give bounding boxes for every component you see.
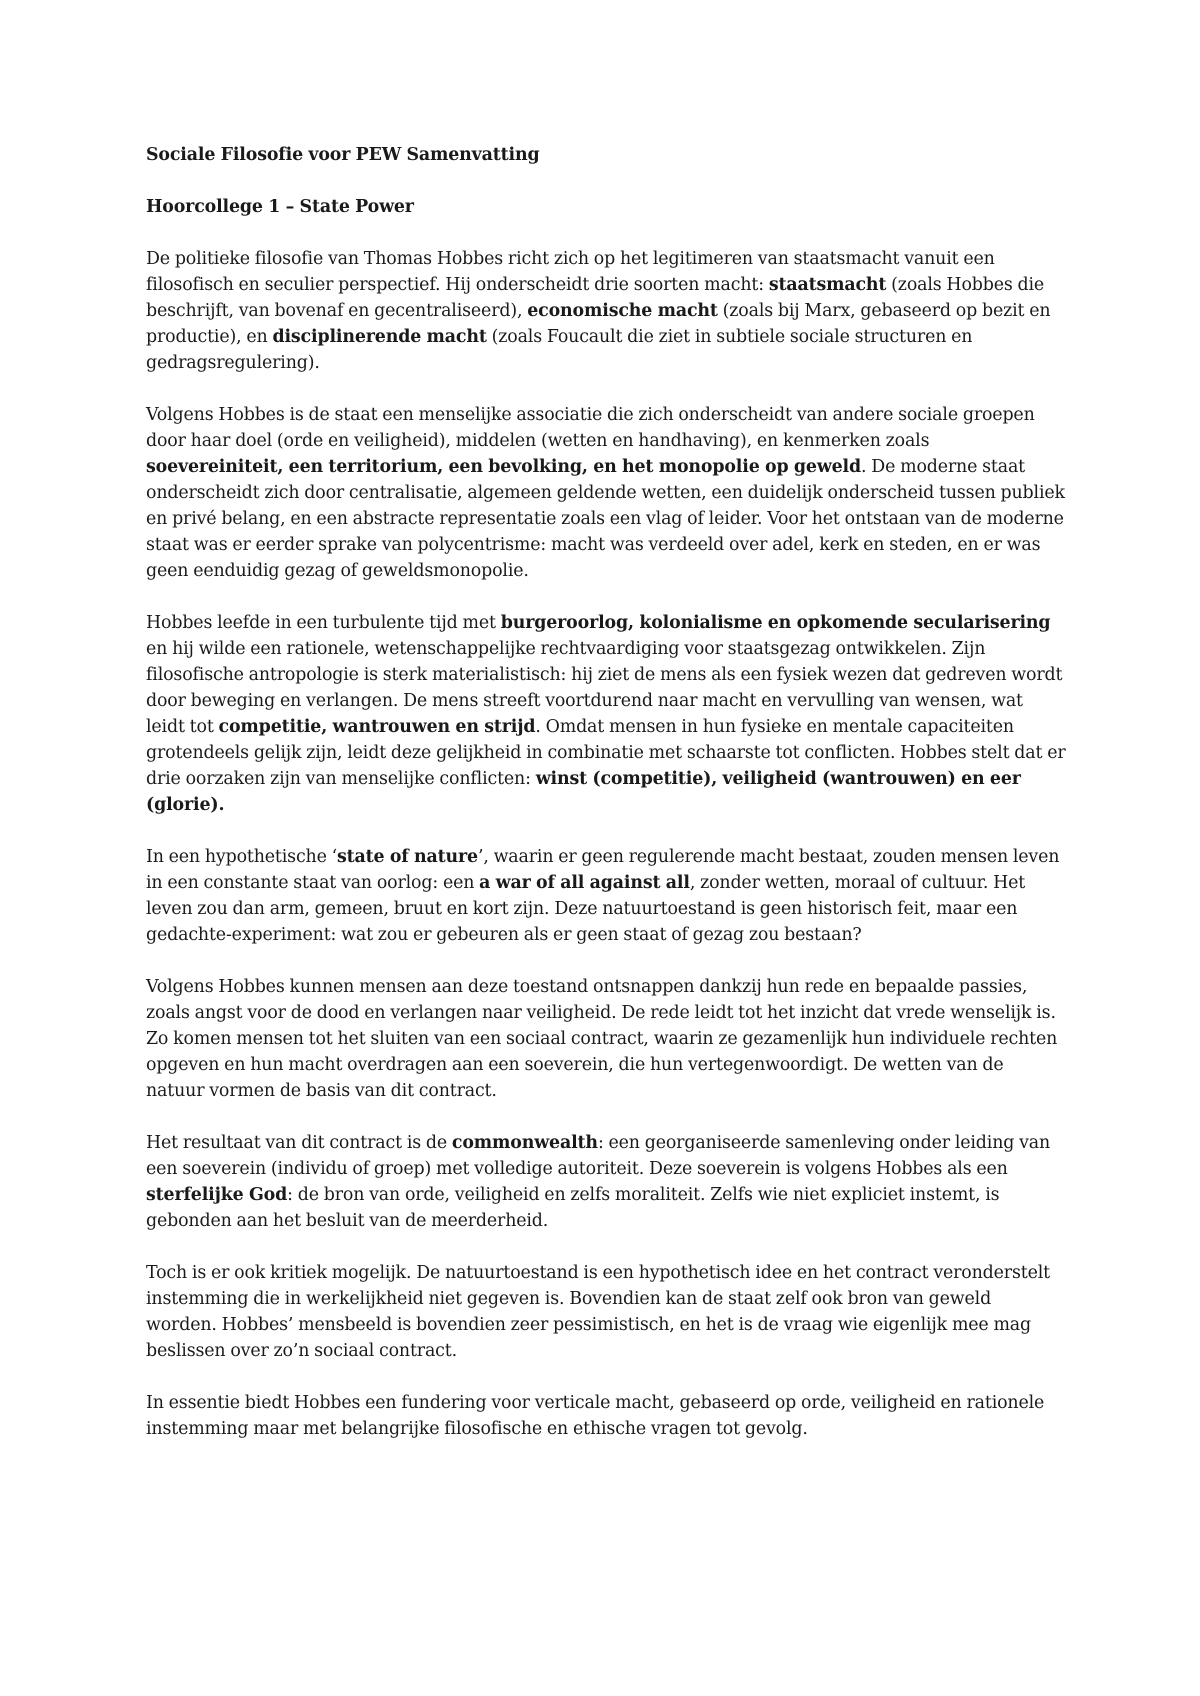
bold-term: soevereiniteit, een territorium, een bevolking, en het monopolie op geweld [146,457,862,477]
text-run: . Omdat mensen in hun fysieke en mentale capaciteiten grotendeels gelijk zijn, leidt deze gelijkheid in combinatie met schaarste tot conflicten. Hobbes stelt dat er drie oorzaken zijn van menselijke conflicten: [146,717,1066,789]
bold-term: competitie, wantrouwen en strijd [218,717,536,737]
paragraph [146,610,1066,818]
paragraph [146,844,1066,948]
text-run: : de bron van orde, veiligheid en zelfs moraliteit. Zelfs wie niet expliciet instemt, is gebonden aan het besluit van de meerderheid. [146,1185,1000,1231]
paragraph-list [146,246,1066,1442]
bold-term: economische macht [527,301,718,321]
text-run: Hobbes leefde in een turbulente tijd met [146,613,501,633]
paragraph [146,1130,1066,1234]
bold-term: commonwealth [451,1133,598,1153]
text-run: Volgens Hobbes kunnen mensen aan deze toestand ontsnappen dankzij hun rede en bepaalde passies, zoals angst voor de dood en verlangen naar veiligheid. De rede leidt tot het inzicht dat vrede wenselijk is. Zo komen mensen tot het sluiten van een sociaal contract, waarin ze gezamenlijk hun individuele rechten opgeven en hun macht overdragen aan een soeverein, die hun vertegenwoordigt. De wetten van de natuur vormen de basis van dit contract. [146,977,1058,1101]
bold-term: sterfelijke God [146,1185,288,1205]
text-run: In essentie biedt Hobbes een fundering voor verticale macht, gebaseerd op orde, veiligheid en rationele instemming maar met belangrijke filosofische en ethische vragen tot gevolg. [146,1393,1045,1439]
bold-term: staatsmacht [768,275,887,295]
document-body [146,142,1066,1468]
text-run: en hij wilde een rationele, wetenschappelijke rechtvaardiging voor staatsgezag ontwikkelen. Zijn filosofische antropologie is sterk materialistisch: hij ziet de mens als een fysiek wezen dat gedreven wordt door beweging en verlangen. De mens streeft voortdurend naar macht en vervulling van wensen, wat leidt tot [146,639,1063,737]
text-run: (zoals Foucault die ziet in subtiele sociale structuren en gedragsregulering). [146,327,973,373]
paragraph [146,402,1066,584]
bold-term: state of nature [336,847,478,867]
lecture-heading: Hoorcollege 1 – State Power [146,197,414,217]
document-title: Sociale Filosofie voor PEW Samenvatting [146,145,540,165]
bold-term: disciplinerende macht [272,327,487,347]
text-run: Volgens Hobbes is de staat een menselijke associatie die zich onderscheidt van andere sociale groepen door haar doel (orde en veiligheid), middelen (wetten en handhaving), en kenmerken zoals [146,405,1035,451]
paragraph [146,246,1066,376]
text-run: Toch is er ook kritiek mogelijk. De natuurtoestand is een hypothetisch idee en het contract veronderstelt instemming die in werkelijkheid niet gegeven is. Bovendien kan de staat zelf ook bron van geweld worden. Hobbes’ mensbeeld is bovendien zeer pessimistisch, en het is de vraag wie eigenlijk mee mag beslissen over zo’n sociaal contract. [146,1263,1050,1361]
paragraph [146,1390,1066,1442]
text-run: In een hypothetische ‘ [146,847,337,867]
bold-term: a war of all against all [479,873,690,893]
text-run: De politieke filosofie van Thomas Hobbes richt zich op het legitimeren van staatsmacht vanuit een filosofisch en seculier perspectief. Hij onderscheidt drie soorten macht: [146,249,995,295]
text-run: Het resultaat van dit contract is de [146,1133,452,1153]
paragraph [146,974,1066,1104]
text-run: , zonder wetten, moraal of cultuur. Het leven zou dan arm, gemeen, bruut en kort zijn. Deze natuurtoestand is geen historisch feit, maar een gedachte-experiment: wat zou er gebeuren als er geen staat of gezag zou bestaan? [146,873,1026,945]
paragraph [146,1260,1066,1364]
text-run: ’, waarin er geen regulerende macht bestaat, zouden mensen leven in een constante staat van oorlog: een [146,847,1060,893]
text-run: . De moderne staat onderscheidt zich door centralisatie, algemeen geldende wetten, een duidelijk onderscheid tussen publiek en privé belang, en een abstracte representatie zoals een vlag of leider. Voor het ontstaan van de moderne staat was er eerder sprake van polycentrisme: macht was verdeeld over adel, kerk en steden, en er was geen eenduidig gezag of geweldsmonopolie. [146,457,1065,581]
text-run: : een georganiseerde samenleving onder leiding van een soeverein (individu of groep) met volledige autoriteit. Deze soeverein is volgens Hobbes als een [146,1133,1051,1179]
bold-term: burgeroorlog, kolonialisme en opkomende secularisering [500,613,1051,633]
bold-term: winst (competitie), veiligheid (wantrouwen) en eer (glorie). [146,769,1021,815]
text-run: (zoals bij Marx, gebaseerd op bezit en productie), en [146,301,1051,347]
text-run: (zoals Hobbes die beschrijft, van bovenaf en gecentraliseerd), [146,275,1045,321]
